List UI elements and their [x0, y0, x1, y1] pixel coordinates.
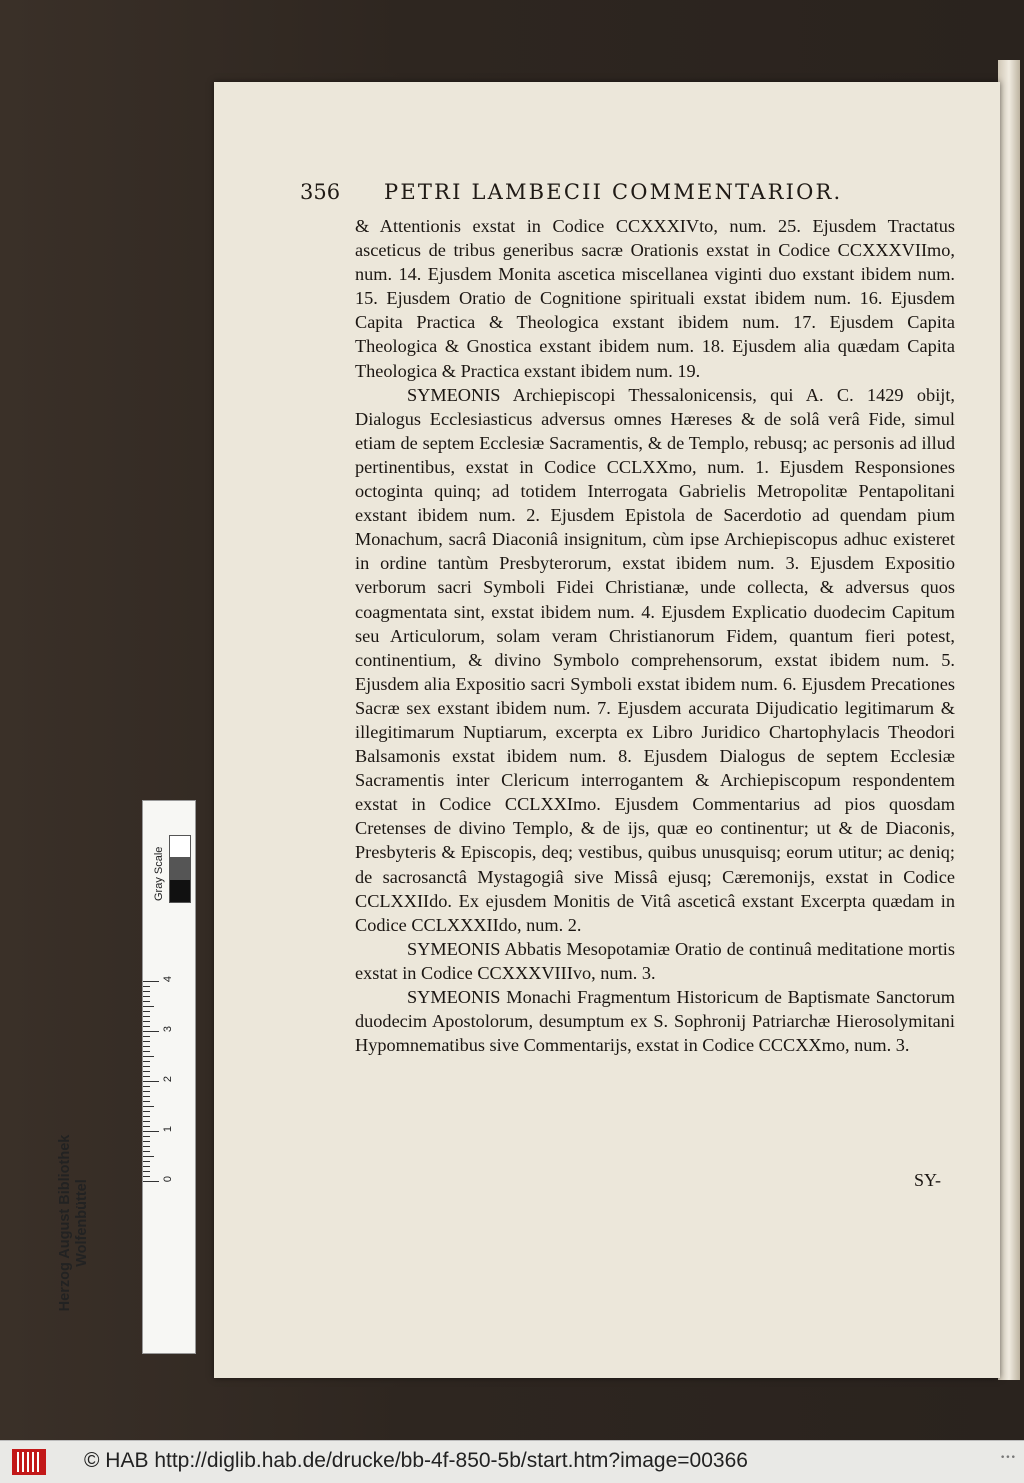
- ruler-tick: [143, 1121, 150, 1122]
- gray-scale-label: Gray Scale: [153, 846, 165, 901]
- paragraph: SYMEONIS Abbatis Mesopotamiæ Oratio de continuâ meditatione mortis exstat in Codice CCXXXVIIIvo, num. 3.: [355, 938, 955, 983]
- ruler-tick: [143, 1156, 154, 1157]
- ruler-number: 4: [162, 975, 175, 983]
- ruler-tick: [143, 1181, 159, 1182]
- ruler-tick: [143, 1016, 150, 1017]
- ruler-tick: [143, 1021, 150, 1022]
- body-text: [355, 214, 955, 1057]
- ruler-tick: [143, 1051, 150, 1052]
- ruler-tick: [143, 1066, 150, 1067]
- ruler-number: 1: [162, 1125, 175, 1133]
- ruler-tick: [143, 1006, 154, 1007]
- ruler-tick: [143, 1061, 150, 1062]
- ruler-tick: [143, 991, 150, 992]
- ruler-tick: [143, 1171, 150, 1172]
- paragraph: SYMEONIS Archiepiscopi Thessalonicensis, qui A. C. 1429 obijt, Dialogus Ecclesiasticus adversus omnes Hæreses & de solâ verâ Fide, simul etiam de septem Ecclesiæ Sacramentis, & de Templo, rebusq; ac personis ad illud pertinentibus, exstat in Codice CCLXXmo, num. 1. Ejusdem Responsiones octoginta quinq; ad totidem Interrogata Gabrielis Metropolitæ Pentapolitani exstant ibidem num. 2. Ejusdem Epistola de Sacerdotio ad quendam pium Monachum, sacrâ Diaconiâ insignitum, cùm ipse Archiepiscopus adhuc existeret in ordine tantùm Presbyterorum, exstat ibidem num. 3. Ejusdem Expositio verborum sacri Symboli Fidei Christianæ, unde collecta, & adversus quos coagmentata sint, exstat ibidem num. 4. Ejusdem Explicatio duodecim Capitum seu Articulorum, solam veram Christianorum Fidem, quantum fieri potest, continentium, & divino Symbolo comprehensorum, exstat ibidem num. 5. Ejusdem alia Expositio sacri Symboli exstat ibidem num. 6. Ejusdem Precationes Sacræ sex exstant ibidem num. 7. Ejusdem accurata Dijudicatio legitimarum & illegitimarum Nuptiarum, excerpta ex Libro Juridico Chartophylacis Theodori Balsamonis exstat ibidem num. 8. Ejusdem Dialogus de septem Ecclesiæ Sacramentis inter Clericum interrogantem & Archiepiscopum respondentem exstat in Codice CCLXXImo. Ejusdem Commentarius ad pios quosdam Cretenses de divino Templo, & de ijs, quæ eo continentur; ut & de Diaconis, Presbyteris & Episcopis, deq; vestibus, quibus unusquisq; eorum utitur; ac deniq; de sacrosanctâ Mystagogiâ sive Missâ ejusq; Cæremonijs, exstat in Codice CCLXXIIdo. Ex ejusdem Monitis de Vitâ asceticâ exstant Excerpta quædam in Codice CCLXXXIIdo, num. 2.: [355, 384, 955, 935]
- scale-ruler: [57, 800, 196, 1354]
- ruler-tick: [143, 1101, 150, 1102]
- ruler-tick: [143, 1161, 150, 1162]
- ruler-tick: [143, 1151, 150, 1152]
- ruler-tick: [143, 1091, 150, 1092]
- institution-name: Herzog August Bibliothek: [57, 1134, 73, 1312]
- ruler-tick: [143, 1011, 150, 1012]
- running-title: PETRI LAMBECII COMMENTARIOR.: [384, 180, 843, 204]
- ruler-tick: [143, 1081, 159, 1082]
- ruler-tick: [143, 1001, 150, 1002]
- ruler-tick: [143, 1116, 150, 1117]
- ruler-number: 3: [162, 1025, 175, 1033]
- hab-logo-icon: [12, 1449, 46, 1475]
- ruler-tick: [143, 1036, 150, 1037]
- page-header: [300, 180, 920, 214]
- ruler-tick: [143, 1111, 150, 1112]
- ruler-tick: [143, 1131, 159, 1132]
- paragraph: & Attentionis exstat in Codice CCXXXIVto, num. 25. Ejusdem Tractatus asceticus de tribus generibus sacræ Orationis exstat in Codice CCXXXVIImo, num. 14. Ejusdem Monita ascetica miscellanea viginti duo exstant ibidem num. 15. Ejusdem Oratio de Cognitione spirituali exstat ibidem num. 16. Ejusdem Capita Practica & Theologica exstant ibidem num. 17. Ejusdem Capita Theologica & Gnostica exstant ibidem num. 18. Ejusdem alia quædam Capita Theologica & Practica exstant ibidem num. 19.: [355, 216, 955, 381]
- page-number: 356: [300, 180, 341, 204]
- ruler-tick: [143, 986, 150, 987]
- ruler-tick: [143, 1026, 150, 1027]
- paragraph: SYMEONIS Monachi Fragmentum Historicum de Baptismate Sanctorum duodecim Apostolorum, desumptum ex S. Sophronij Patriarchæ Hierosolymitani Hypomnematibus sive Commentarijs, exstat in Codice CCCXXmo, num. 3.: [355, 987, 955, 1056]
- ruler-tick: [143, 1071, 150, 1072]
- ruler-tick: [143, 1041, 150, 1042]
- ruler-tick: [143, 1031, 159, 1032]
- ruler-tick: [143, 1106, 154, 1107]
- catchword: SY-: [914, 1170, 942, 1190]
- ruler-tick: [143, 1096, 150, 1097]
- ruler-number: 2: [162, 1075, 175, 1083]
- gray-swatch-white: [169, 835, 191, 859]
- copyright-url[interactable]: © HAB http://diglib.hab.de/drucke/bb-4f-850-5b/start.htm?image=00366: [84, 1449, 748, 1472]
- ruler-tick: [143, 1046, 150, 1047]
- ruler-tick: [143, 1076, 150, 1077]
- ruler-tick: [143, 1136, 150, 1137]
- next-page-edge: [998, 60, 1020, 1380]
- gray-swatch-black: [169, 879, 191, 903]
- footer-bar: [0, 1440, 1024, 1483]
- ruler-ticks: [143, 941, 175, 1191]
- ruler-tick: [143, 981, 159, 982]
- institution-city: Wolfenbüttel: [74, 1179, 90, 1267]
- ruler-tick: [143, 1141, 150, 1142]
- ruler-tick: [143, 1056, 154, 1057]
- ruler-tick: [143, 1126, 150, 1127]
- gray-swatch-dark: [169, 857, 191, 881]
- ruler-tick: [143, 1166, 150, 1167]
- ruler-tick: [143, 1176, 150, 1177]
- more-icon[interactable]: •••: [1000, 1453, 1016, 1463]
- ruler-institution: [57, 1073, 101, 1373]
- ruler-tick: [143, 1146, 150, 1147]
- ruler-number: 0: [162, 1175, 175, 1183]
- ruler-tick: [143, 1086, 150, 1087]
- ruler-tick: [143, 996, 150, 997]
